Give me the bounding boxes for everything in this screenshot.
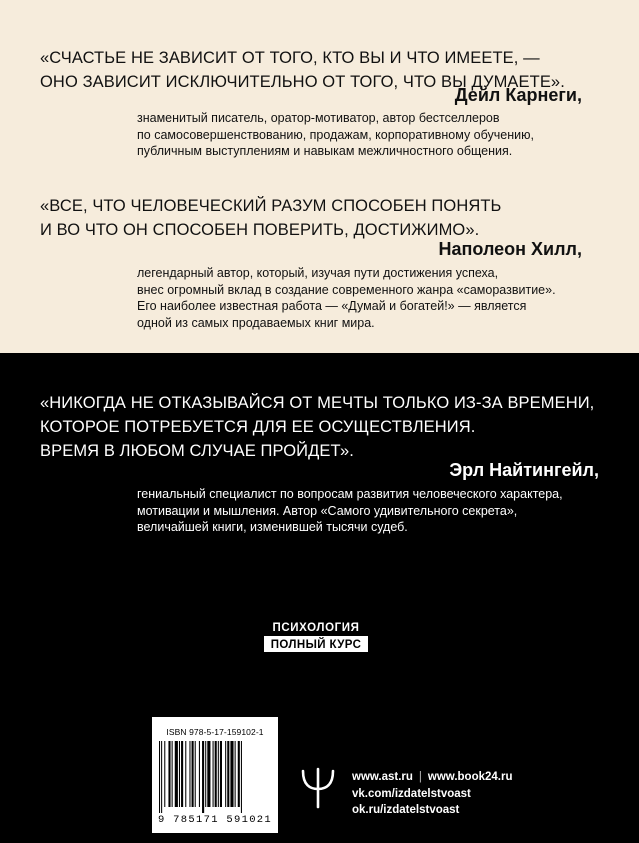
barcode-bar	[199, 741, 200, 807]
series-title: ПСИХОЛОГИЯ	[272, 622, 360, 634]
barcode-bar	[218, 741, 219, 807]
quote-3-desc-line-1: гениальный специалист по вопросам развития человеческого характера,	[137, 487, 563, 501]
upper-panel	[0, 0, 639, 353]
barcode-bar	[164, 741, 165, 807]
barcode-bar	[238, 741, 240, 807]
quote-2-desc-line-4: одной из самых продаваемых книг мира.	[137, 315, 375, 330]
quote-1-line-1: «СЧАСТЬЕ НЕ ЗАВИСИТ ОТ ТОГО, КТО ВЫ И ЧТО ИМЕЕТЕ, —	[40, 49, 540, 67]
link-book24[interactable]: www.book24.ru	[427, 771, 513, 783]
barcode-bar	[220, 741, 222, 807]
link-vk[interactable]: vk.com/izdatelstvoast	[352, 787, 471, 800]
barcode-bar	[207, 741, 210, 807]
quote-2-desc-line-2: внес огромный вклад в создание современного жанра «саморазвитие».	[137, 282, 556, 297]
link-ast[interactable]: www.ast.ru	[352, 771, 413, 783]
quote-1-desc-line-3: публичным выступлениям и навыкам межличностного общения.	[137, 144, 513, 158]
quote-3-text	[40, 391, 594, 463]
quote-3-author-name: Эрл Найтингейл	[449, 460, 594, 480]
publisher-links: www.ast.ru | www.book24.ru vk.com/izdatelstvoast ok.ru/izdatelstvoast	[352, 769, 512, 819]
barcode-bar	[215, 741, 217, 807]
barcode-bar	[230, 741, 233, 807]
barcode-bar	[175, 741, 178, 807]
quote-3-line-2: КОТОРОЕ ПОТРЕБУЕТСЯ ДЛЯ ЕЕ ОСУЩЕСТВЛЕНИЯ.	[40, 418, 476, 436]
quote-1-line-2: ОНО ЗАВИСИТ ИСКЛЮЧИТЕЛЬНО ОТ ТОГО, ЧТО ВЫ ДУМАЕТЕ».	[40, 73, 565, 91]
quote-2-description	[137, 265, 556, 331]
barcode-bar	[159, 741, 160, 813]
barcode-bar	[195, 741, 196, 807]
barcode-bar	[192, 741, 194, 807]
series-subtitle: ПОЛНЫЙ КУРС	[264, 636, 368, 652]
quote-3-desc-line-3: величайшей книги, изменившей тысячи судеб.	[137, 520, 408, 534]
barcode-bar	[168, 741, 170, 807]
barcode-number: 9 785171 591021	[157, 814, 272, 826]
barcode-bar	[227, 741, 229, 807]
quote-1-desc-line-2: по самосовершенствованию, продажам, корпоративному обучению,	[137, 127, 534, 142]
quote-2-author: Наполеон Хилл,	[438, 239, 582, 259]
quote-1-desc-line-1: знаменитый писатель, оратор-мотиватор, автор бестселлеров	[137, 111, 500, 125]
isbn-text: ISBN 978-5-17-159102-1	[166, 727, 264, 737]
barcode-bar	[181, 741, 183, 807]
publisher-logo-icon	[300, 767, 336, 809]
quote-3-line-3: ВРЕМЯ В ЛЮБОМ СЛУЧАЕ ПРОЙДЕТ».	[40, 442, 354, 460]
quote-2-line-1: «ВСЕ, ЧТО ЧЕЛОВЕЧЕСКИЙ РАЗУМ СПОСОБЕН ПОНЯТЬ	[40, 197, 502, 215]
barcode-bar	[225, 741, 226, 807]
series-label	[264, 622, 368, 652]
quote-3-desc-line-2: мотивации и мышления. Автор «Самого удивительного секрета»,	[137, 503, 518, 518]
quote-2-author-name: Наполеон Хилл	[438, 239, 577, 259]
barcode-bar	[185, 741, 186, 807]
quote-2-text	[40, 194, 501, 242]
quote-2-desc-line-1: легендарный автор, который, изучая пути достижения успеха,	[137, 266, 499, 280]
barcode-bar	[179, 741, 180, 807]
barcode-bars	[159, 741, 271, 813]
quote-1-description	[137, 110, 534, 160]
barcode-bar	[161, 741, 162, 813]
barcode-bar	[241, 741, 242, 813]
quote-1-author-name: Дейл Карнеги	[454, 85, 577, 105]
barcode-bar	[205, 741, 206, 807]
barcode-bar	[189, 741, 190, 807]
quote-2-desc-line-3: Его наиболее известная работа — «Думай и богатей!» — является	[137, 299, 527, 313]
barcode-bar	[213, 741, 214, 807]
quote-2-line-2: И ВО ЧТО ОН СПОСОБЕН ПОВЕРИТЬ, ДОСТИЖИМО».	[40, 221, 480, 239]
quote-1-author: Дейл Карнеги,	[454, 85, 582, 105]
quote-3-line-1: «НИКОГДА НЕ ОТКАЗЫВАЙСЯ ОТ МЕЧТЫ ТОЛЬКО ИЗ-ЗА ВРЕМЕНИ,	[40, 394, 595, 412]
barcode	[152, 717, 278, 833]
barcode-bar	[202, 741, 204, 813]
barcode-bar	[172, 741, 173, 807]
link-ok[interactable]: ok.ru/izdatelstvoast	[352, 804, 460, 816]
quote-3-author: Эрл Найтингейл,	[449, 460, 599, 480]
barcode-bar	[235, 741, 236, 807]
quote-3-description	[137, 486, 563, 536]
